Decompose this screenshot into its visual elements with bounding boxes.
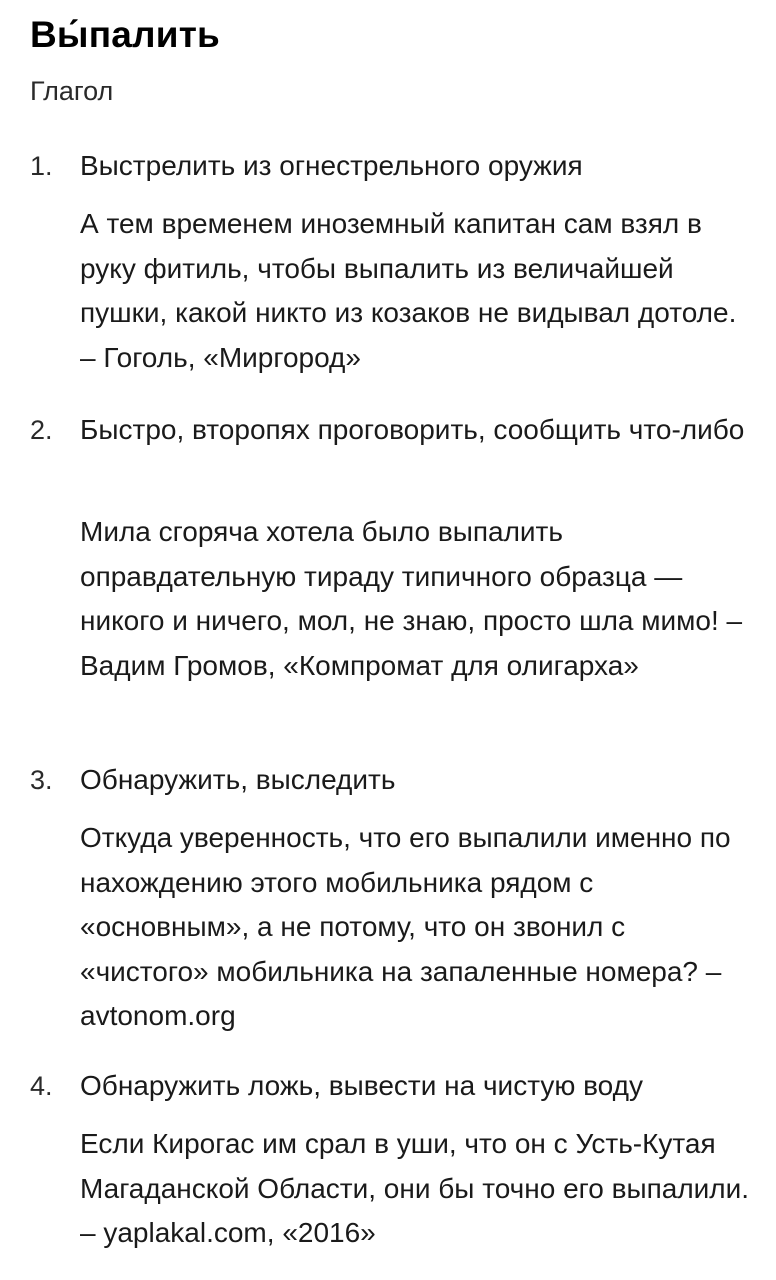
headword: Вы́палить [30, 14, 220, 55]
sense-number: 1. [30, 151, 53, 181]
sense-example: Откуда уверенность, что его выпалили именно по нахождению этого мобильника рядом с «основным», а не потому, что он звонил с «чистого» мобильника на запаленные номера? – avtonom.org [80, 822, 731, 1031]
sense-definition: Обнаружить ложь, вывести на чистую воду [80, 1070, 643, 1101]
sense-definition: Выстрелить из огнестрельного оружия [80, 150, 583, 181]
part-of-speech: Глагол [30, 76, 114, 106]
sense-number: 3. [30, 765, 53, 795]
sense-number: 4. [30, 1071, 53, 1101]
sense-definition: Обнаружить, выследить [80, 764, 396, 795]
sense-definition: Быстро, второпях проговорить, сообщить что-либо [80, 414, 745, 445]
sense-example: Мила сгоряча хотела было выпалить оправдательную тираду типичного образца — никого и ничего, мол, не знаю, просто шла мимо! – Вадим Громов, «Компромат для олигарха» [80, 516, 743, 681]
sense-example: А тем временем иноземный капитан сам взял в руку фитиль, чтобы выпалить из величайшей пушки, какой никто из козаков не видывал дотоле. – Гоголь, «Миргород» [80, 208, 737, 373]
sense-example: Если Кирогас им срал в уши, что он с Усть-Кутая Магаданской Области, они бы точно его выпалили. – yaplakal.com, «2016» [80, 1128, 750, 1248]
sense-number: 2. [30, 415, 53, 445]
